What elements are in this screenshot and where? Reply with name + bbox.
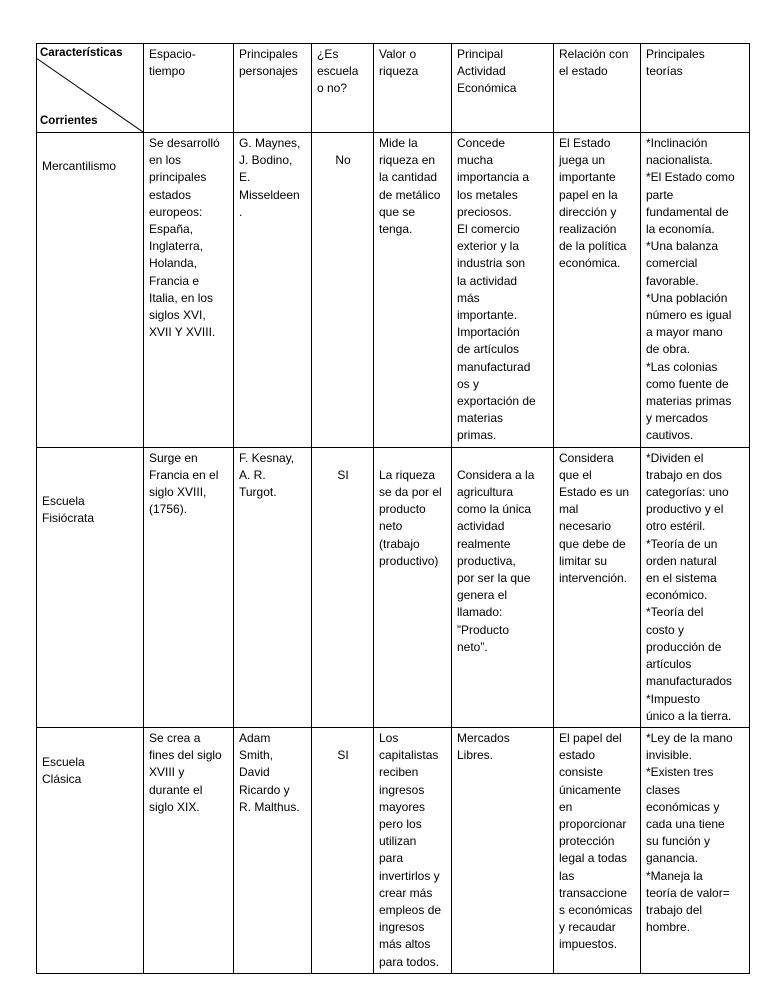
table-row [37, 727, 750, 973]
cell-state: El papel del estado consiste únicamente en proporcionar protección legal a todas las transaccione s económicas y recaudar impuestos. [554, 727, 641, 973]
cell-figures: G. Maynes, J. Bodino, E. Misseldeen . [234, 133, 312, 448]
row-title-clasica: Escuela Clásica [37, 727, 144, 973]
header-main-theories: Principales teorías [641, 44, 750, 133]
cell-is-school: SI [312, 447, 374, 727]
header-main-figures: Principales personajes [234, 44, 312, 133]
cell-value: Mide la riqueza en la cantidad de metálico que se tenga. [374, 133, 452, 448]
comparison-table [36, 43, 750, 974]
cell-theories: *Ley de la mano invisible. *Existen tres clases económicas y cada una tiene su función y ganancia. *Maneja la teoría de valor= trabajo del hombre. [641, 727, 750, 973]
corner-label-characteristics: Características [40, 47, 123, 59]
cell-is-school: SI [312, 727, 374, 973]
header-value-wealth: Valor o riqueza [374, 44, 452, 133]
cell-space-time: Se desarrolló en los principales estados europeos: España, Inglaterra, Holanda, Francia e Italia, en los siglos XVI, XVII Y XVIII. [144, 133, 234, 448]
cell-activity: Concede mucha importancia a los metales preciosos. El comercio exterior y la industria son la actividad más importante. Importación de artículos manufacturad os y exportación de materias primas. [452, 133, 554, 448]
corner-label-currents: Corrientes [40, 114, 98, 127]
cell-figures: Adam Smith, David Ricardo y R. Malthus. [234, 727, 312, 973]
header-state-relation: Relación con el estado [554, 44, 641, 133]
cell-activity: Considera a la agricultura como la única actividad realmente productiva, por ser la que genera el llamado: ”Producto neto”. [452, 447, 554, 727]
header-is-school: ¿Es escuela o no? [312, 44, 374, 133]
cell-space-time: Se crea a fines del siglo XVIII y durante el siglo XIX. [144, 727, 234, 973]
row-title-mercantilismo: Mercantilismo [37, 133, 144, 448]
cell-state: El Estado juega un importante papel en la dirección y realización de la política económica. [554, 133, 641, 448]
cell-value: Los capitalistas reciben ingresos mayores pero los utilizan para invertirlos y crear más empleos de ingresos más altos para todos. [374, 727, 452, 973]
corner-cell [37, 44, 144, 133]
cell-theories: *Inclinación nacionalista. *El Estado como parte fundamental de la economía. *Una balanza comercial favorable. *Una población número es igual a mayor mano de obra. *Las colonias como fuente de materias primas y mercados cautivos. [641, 133, 750, 448]
row-title-fisiocrata: Escuela Fisiócrata [37, 447, 144, 727]
cell-activity: Mercados Libres. [452, 727, 554, 973]
cell-space-time: Surge en Francia en el siglo XVIII, (1756). [144, 447, 234, 727]
table-row [37, 133, 750, 448]
header-main-activity: Principal Actividad Económica [452, 44, 554, 133]
cell-value: La riqueza se da por el producto neto (trabajo productivo) [374, 447, 452, 727]
cell-is-school: No [312, 133, 374, 448]
table-row [37, 447, 750, 727]
header-row [37, 44, 750, 133]
cell-theories: *Dividen el trabajo en dos categorías: uno productivo y el otro estéril. *Teoría de un orden natural en el sistema económico. *Teoría del costo y producción de artículos manufacturados *Impuesto único a la tierra. [641, 447, 750, 727]
cell-state: Considera que el Estado es un mal necesario que debe de limitar su intervención. [554, 447, 641, 727]
cell-figures: F. Kesnay, A. R. Turgot. [234, 447, 312, 727]
header-space-time: Espacio- tiempo [144, 44, 234, 133]
